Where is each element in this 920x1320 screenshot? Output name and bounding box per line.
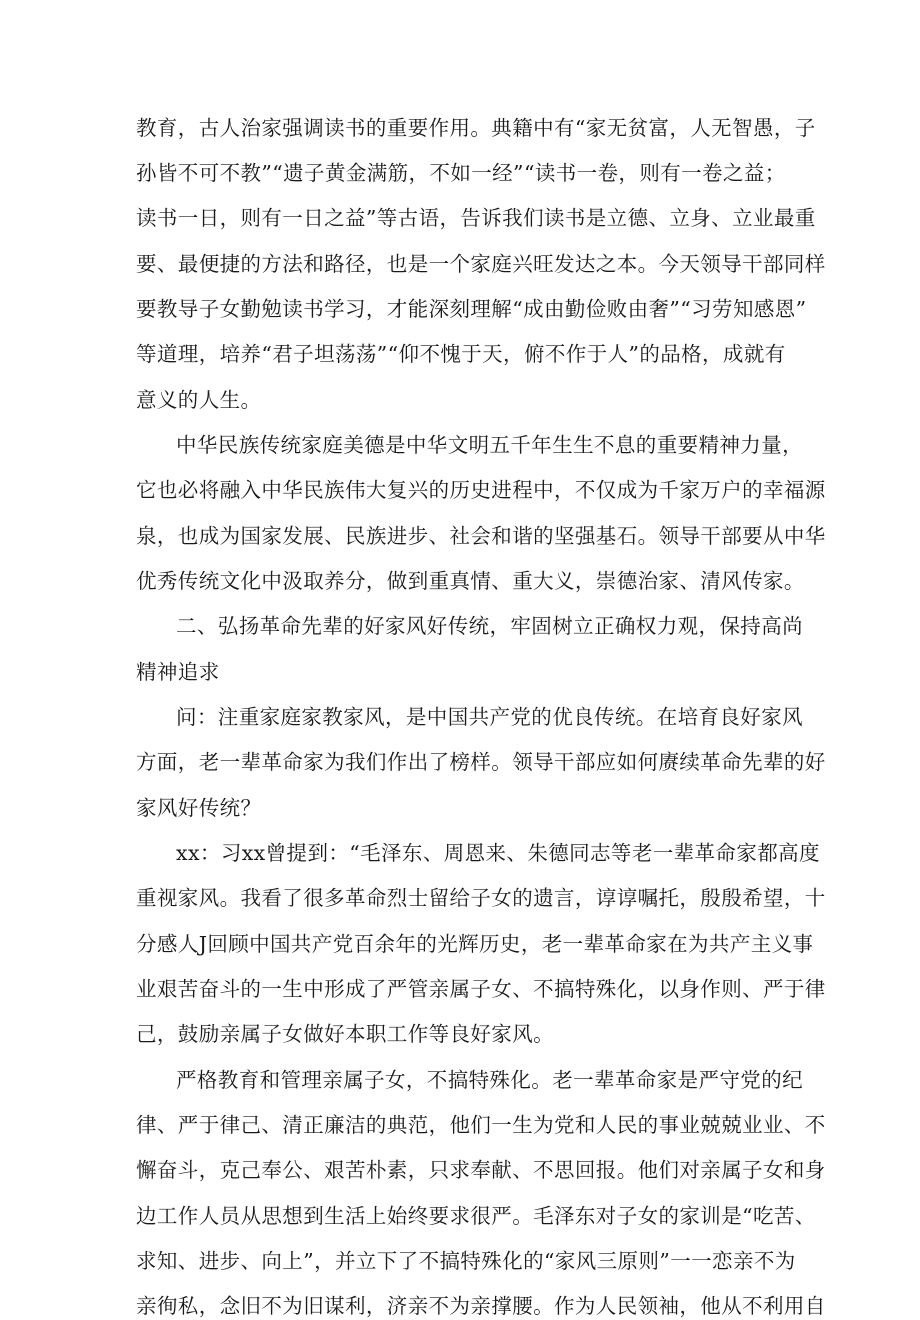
text-line: 它也必将融入中华民族伟大复兴的历史进程中，不仅成为千家万户的幸福源 [136,478,826,502]
text-line: 中华民族传统家庭美德是中华文明五千年生生不息的重要精神力量， [176,433,803,457]
text-line: 问：注重家庭家教家风，是中国共产党的优良传统。在培育良好家风 [176,705,803,729]
text-line: 意义的人生。 [136,388,262,412]
text-line: 边工作人员从思想到生活上始终要求很严。毛泽东对子女的家训是“吃苦、 [136,1204,816,1228]
text-line: 己，鼓励亲属子女做好本职工作等良好家风。 [136,1022,554,1046]
text-line: 家风好传统？ [136,796,262,820]
text-line: 泉，也成为国家发展、民族进步、社会和谐的坚强基石。领导干部要从中华 [136,524,826,548]
text-line: 业艰苦奋斗的一生中形成了严管亲属子女、不搞特殊化，以身作则、严于律 [136,977,826,1001]
text-line: 分感人J回顾中国共产党百余年的光辉历史，老一辈革命家在为共产主义事 [136,932,814,956]
text-line: 方面，老一辈革命家为我们作出了榜样。领导干部应如何赓续革命先辈的好 [136,750,826,774]
text-line: 重视家风。我看了很多革命烈士留给子女的遗言，谆谆嘱托，殷殷希望，十 [136,886,826,910]
text-line: 要教导子女勤勉读书学习，才能深刻理解“成由勤俭败由奢”“习劳知感恩” [136,297,807,321]
text-line: 孙皆不可不教”“遗子黄金满筋，不如一经”“读书一卷，则有一卷之益； [136,161,786,185]
text-line: 优秀传统文化中汲取养分，做到重真情、重大义，崇德治家、清风传家。 [136,569,805,593]
text-line: 求知、进步、向上”，并立下了不搞特殊化的“家风三原则”一一恋亲不为 [136,1249,796,1273]
text-line: 懈奋斗，克己奉公、艰苦朴素，只求奉献、不思回报。他们对亲属子女和身 [136,1158,826,1182]
text-line: 要、最便捷的方法和路径，也是一个家庭兴旺发达之本。今天领导干部同样 [136,252,826,276]
text-line: xx：习xx曾提到：“毛泽东、周恩来、朱德同志等老一辈革命家都高度 [176,841,820,865]
section-heading-line: 精神追求 [136,660,220,684]
text-line: 亲徇私，念旧不为旧谋利，济亲不为亲撑腰。作为人民领袖，他从不利用自 [136,1294,826,1318]
text-line: 等道理，培养“君子坦荡荡”“仰不愧于天，俯不作于人”的品格，成就有 [136,342,786,366]
text-line: 律、严于律己、清正廉洁的典范，他们一生为党和人民的事业兢兢业业、不 [136,1113,826,1137]
text-line: 读书一日，则有一日之益”等古语，告诉我们读书是立德、立身、立业最重 [136,206,816,230]
text-line: 教育，古人治家强调读书的重要作用。典籍中有“家无贫富，人无智愚，子 [136,116,816,140]
section-heading-line: 二、弘扬革命先辈的好家风好传统，牢固树立正确权力观，保持高尚 [176,614,803,638]
text-line: 严格教育和管理亲属子女，不搞特殊化。老一辈革命家是严守党的纪 [176,1068,803,1092]
